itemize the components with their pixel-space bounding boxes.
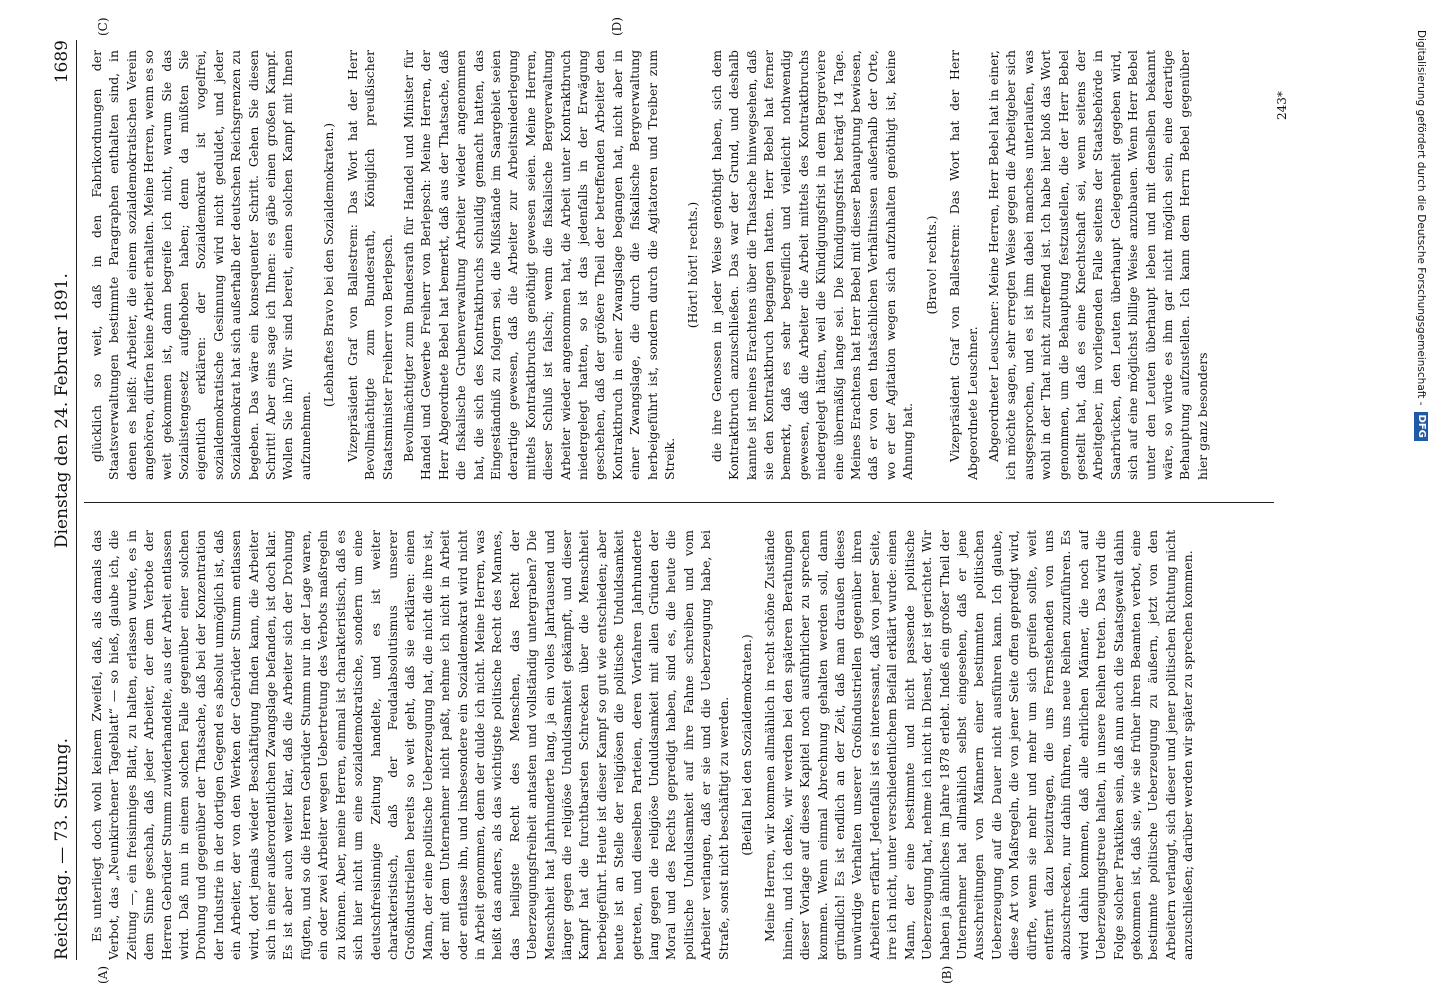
header-center: Dienstag den 24. Februar 1891. <box>52 273 72 549</box>
speaker-paragraph: Vizepräsident Graf von Ballestrem: Das Wort hat der Herr Abgeordnete Leuschner. <box>947 50 980 480</box>
margin-marker-c: (C) <box>96 17 110 36</box>
right-column <box>88 50 1268 480</box>
paragraph: Meine Herren, wir kommen allmählich in recht schöne Zustände hinein, und ich denke, wir werden bei den späteren Berathungen dieser Vorlage auf dieses Kapitel noch ausführlicher zu sprechen kommen. Wenn einmal Abrechnung gehalten werden soll, dann gründlich! Es ist endlich an der Zeit, daß man draußen dieses unwürdige Verhalten unserer Großindustriellen gegenüber ihren Arbeitern erfährt. Jedenfalls ist es interessant, daß von jener Seite, irre ich nicht, unter verschiedentlichem Beifall erklärt wurde: einen Mann, der eine bestimmte und nicht passende politische Ueberzeugung hat, nehme ich nicht in Dienst, der ist gerichtet. Wir haben ja ähnliches im Jahre 1878 erlebt. Indeß ein großer Theil der Unternehmer hat allmählich selbst eingesehen, daß er jene Ausschreitungen von Männern einer bestimmten politischen Ueberzeugung auf die Dauer nicht ausführen kann. Ich glaube, diese Art von Maßregeln, die von jener Seite offen gepredigt wird, dürfte, wenn sie mehr und mehr um sich greifen sollte, weit entfernt dazu beizutragen, die uns Fernstehenden von uns abzuschrecken, nur dahin führen, uns neue Reihen zuzuführen. Es wird dahin kommen, daß alle ehrlichen Männer, die noch auf Ueberzeugungstreue halten, in unsere Reihen treten. Das wird die Folge solcher Praktiken sein, daß nun auch die Staatsgewalt dahin gekommen ist, daß sie, wie sie früher ihren Beamten verbot, eine bestimmte politische Ueberzeugung zu äußern, jetzt von den Arbeitern verlangt, sich dieser und jener politischen Richtung nicht anzuschließen; darüber werden wir später zu sprechen kommen. <box>762 530 1196 960</box>
speaker-paragraph: Abgeordneter Leuschner: Meine Herren, Herr Bebel hat in einer, ich möchte sagen, sehr erregten Weise gegen die Arbeitgeber sich ausgesprochen, und es ist ihm dabei manches unterlaufen, was wohl in der That nicht zutreffend ist. Ich habe hier bloß das Wort genommen, um die Behauptung festzustellen, die der Herr Bebel gestellt hat, daß es eine Knechtschaft sei, wenn seitens der Arbeitgeber, im vorliegenden Falle seitens der Staatsbehörde in Saarbrücken, den Leuten überhaupt Gelegenheit gegeben wird, sich auf eine möglichst billige Weise anzubauen. Wenn Herr Bebel unter den Leuten überhaupt leben und mit denselben bekannt wäre, so würde es ihm gar nicht möglich sein, eine derartige Behauptung aufzustellen. Ich kann dem Herrn Bebel gegenüber hier ganz besonders <box>985 50 1210 480</box>
speaker-paragraph: Bevollmächtigter zum Bundesrath für Handel und Minister für Handel und Gewerbe Freiherr von Berlepsch: Meine Herren, der Herr Abgeordnete Bebel hat bemerkt, daß aus der Thatsache, daß die fiskalische Grubenverwaltung Arbeiter wieder angenommen hat, die sich des Kontraktbruchs schuldig gemacht hatten, das Eingeständniß zu folgern sei, die Mißstände im Saargebiet seien derartige gewesen, daß die Arbeiter zur Arbeitsniederlegung mittels Kontraktbruchs genöthigt gewesen seien. Meine Herren, dieser Schluß ist falsch; wenn die fiskalische Bergverwaltung Arbeiter wieder angenommen hat, die Arbeit unter Kontraktbruch niedergelegt hatten, so ist das jedenfalls in der Erwägung geschehen, daß der größere Theil der betreffenden Arbeiter den Kontraktbruch in einer Zwangslage begangen hat, nicht aber in einer Zwangslage, die durch die fiskalische Bergverwaltung herbeigeführt ist, sondern durch die Agitatoren und Treiber zum Streik. <box>400 50 677 480</box>
column-divider <box>84 502 1274 503</box>
signature-mark: 243* <box>1275 91 1289 120</box>
digitization-sidebar <box>1412 30 1430 970</box>
margin-marker-d: (D) <box>610 17 624 36</box>
stage-direction: (Bravo! rechts.) <box>923 215 939 315</box>
margin-marker-a: (A) <box>96 965 110 984</box>
stage-direction: (Beifall bei den Sozialdemokraten.) <box>739 634 755 856</box>
dfg-logo: DFG <box>1414 412 1428 441</box>
paragraph: glücklich so weit, daß in den Fabrikordnungen der Staatsverwaltungen bestimmte Paragraphen enthalten sind, in denen es heißt: Arbeiter, die einem sozialdemokratischen Verein angehören, dürfen keine Arbeit erhalten. Meine Herren, wenn es so weit gekommen ist, dann begreife ich nicht, warum Sie das Sozialistengesetz aufgehoben haben; denn da müßten Sie eigentlich erklären: der Sozialdemokrat ist vogelfrei, sozialdemokratische Gesinnung wird nicht geduldet, und jeder Sozialdemokrat hat sich außerhalb der deutschen Reichsgrenzen zu begeben. Das wäre ein konsequenter Schritt. Gehen Sie diesen Schritt! Aber eins sage ich Ihnen: es gäbe einen großen Kampf. Wollen Sie ihn? Wir sind bereit, einen solchen Kampf mit Ihnen aufzunehmen. <box>89 50 313 480</box>
header-left: Reichstag. — 73. Sitzung. <box>52 737 72 960</box>
page-number: 1689 <box>52 40 72 84</box>
page-header <box>40 40 77 960</box>
paragraph: Es unterliegt doch wohl keinem Zweifel, daß, als damals das Verbot, das „Neunkirchener Tageblatt“ — so hieß, glaube ich, die Zeitung —, ein freisinniges Blatt, zu halten, erlassen wurde, es in dem Sinne geschah, daß jeder Arbeiter, der dem Verbote der Herren Gebrüder Stumm zuwiderhandelte, aus der Arbeit entlassen wird. Daß nun in einem solchen Falle gegenüber einer solchen Drohung und gegenüber der Thatsache, daß bei der Konzentration der Industrie in der dortigen Gegend es absolut unmöglich ist, daß ein Arbeiter, der von den Werken der Gebrüder Stumm entlassen wird, dort jemals wieder Beschäftigung finden kann, die Arbeiter sich in einer außerordentlichen Zwangslage befanden, ist doch klar. Es ist aber auch weiter klar, daß die Arbeiter sich der Drohung fügten, und so die Herren Gebrüder Stumm nur in der Lage waren, ein oder zwei Arbeiter wegen Uebertretung des Verbots maßregeln zu können. Aber, meine Herren, einmal ist charakteristisch, daß es sich hier nicht um eine sozialdemokratische, sondern um eine deutschfreisinnige Zeitung handelte, und es ist weiter charakteristisch, daß der Feudalabsolutismus unserer Großindustriellen bereits so weit geht, daß sie erklären: einen Mann, der eine politische Ueberzeugung hat, die nicht die ihre ist, der mit dem Unternehmer nicht paßt, nehme ich nicht in Arbeit oder entlasse ihn, und insbesondere ein Sozialdemokrat wird nicht in Arbeit genommen, denn der dulde ich nicht. Meine Herren, was heißt das anders, als das wichtigste politische Recht des Mannes, das heiligste Recht des Menschen, das Recht der Ueberzeugungsfreiheit antasten und vollständig untergraben? Die Menschheit hat Jahrhunderte lang, ja ein volles Jahrtausend und länger gegen die religiöse Unduldsamkeit gekämpft, und dieser Kampf hat die furchtbarsten Schrecken über die Menschheit herbeigeführt. Heute ist dieser Kampf so gut wie entschieden; aber heute ist an Stelle der religiösen die politische Unduldsamkeit getreten, und dieselben Parteien, deren Vorfahren Jahrhunderte lang gegen die religiöse Unduldsamkeit mit allen Gründen der Moral und des Rechts gepredigt haben, sind es, die heute die politische Unduldsamkeit auf ihre Fahne schreiben und vom Arbeiter verlangen, daß er sie und die Ueberzeugung habe, bei Strafe, sonst nicht beschäftigt zu werden. <box>89 530 731 960</box>
speaker-paragraph: Vizepräsident Graf von Ballestrem: Das Wort hat der Herr Bevollmächtigte zum Bundesrath, Königlich preußischer Staatsminister Freiherr von Berlepsch. <box>344 50 395 480</box>
digitization-credit: Digitalisierung gefördert durch die Deutsche Forschungsgemeinschaft - <box>1415 30 1427 406</box>
stage-direction: (Hört! hört! rechts.) <box>685 201 701 329</box>
stage-direction: (Lebhaftes Bravo bei den Sozialdemokraten.) <box>321 122 337 408</box>
margin-marker-b: (B) <box>940 965 954 984</box>
left-column <box>88 530 1268 960</box>
paragraph: die ihre Genossen in jeder Weise genöthigt haben, sich dem Kontraktbruch anzuschließen. Das war der Grund, und deshalb kannte ist meines Erachtens über die Thatsache hinwegsehen, daß sie den Kontraktbruch begangen hatten. Herr Bebel hat ferner bemerkt, daß es sehr begreiflich und vielleicht nothwendig gewesen, daß die Arbeiter die Arbeit mittels des Kontraktbruchs niedergelegt hätten, weil die Kündigungsfrist in dem Bergreviere eine übermäßig lange sei. Die Kündigungsfrist beträgt 14 Tage. Meines Erachtens hat Herr Bebel mit dieser Behauptung bewiesen, daß er von den thatsächlichen Verhältnissen außerhalb der Orte, wo er der Agitation wegen sich aufzuhalten genöthigt ist, keine Ahnung hat. <box>708 50 916 480</box>
